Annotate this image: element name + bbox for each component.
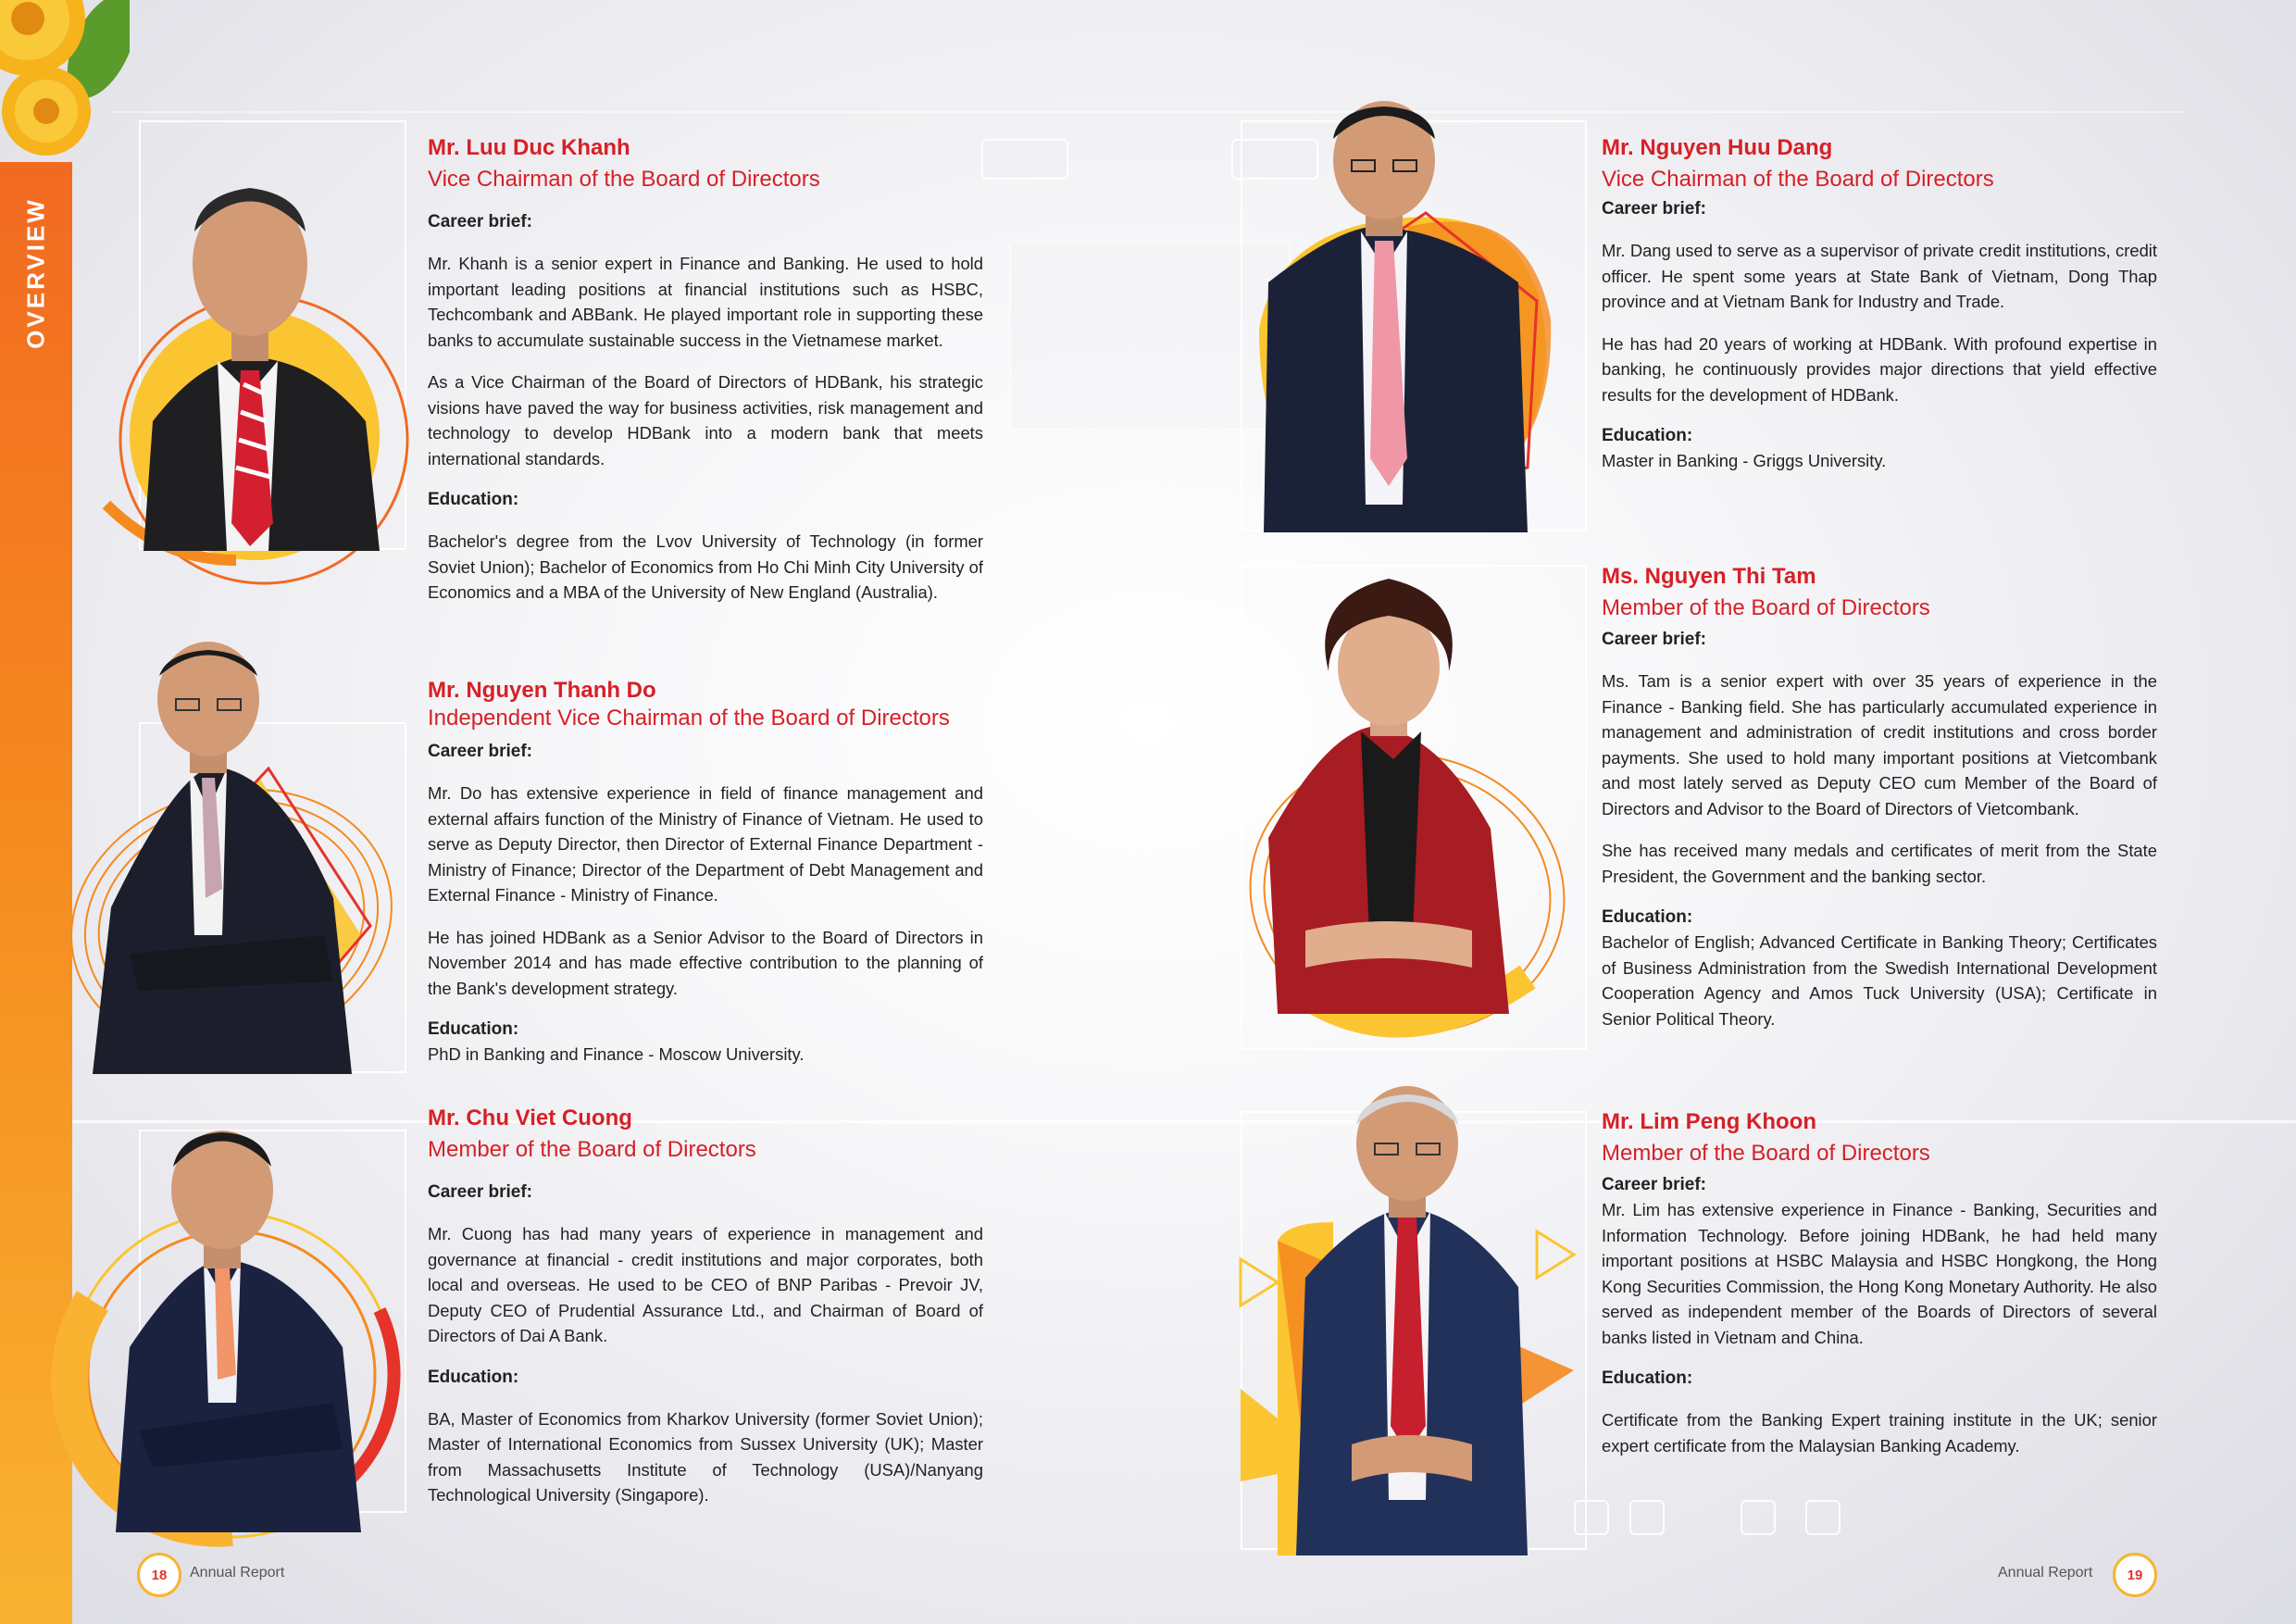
- career-heading: Career brief:: [1602, 630, 1706, 649]
- footer-label: Annual Report: [190, 1565, 285, 1580]
- portrait-luu-duc-khanh: [88, 116, 412, 551]
- member-role: Vice Chairman of the Board of Directors: [428, 167, 820, 192]
- member-bio: [428, 1105, 983, 1508]
- education-heading: Education:: [1602, 426, 1693, 445]
- section-label: OVERVIEW: [21, 197, 50, 349]
- background-tile: [1741, 1500, 1776, 1535]
- career-paragraph: Mr. Cuong has had many years of experience in management and governance at financial - credit institutions and major corporates, both local and overseas. He used to be CEO of BNP Paribas - Prevoir JV, Deputy CEO of Prudential Assurance Ltd., and Chairman of Board of Directors of Dai A Bank.: [428, 1224, 983, 1345]
- portrait-nguyen-thanh-do: [56, 657, 407, 1074]
- member-bio: [1602, 134, 2157, 474]
- education-text: Bachelor of English; Advanced Certificate in Banking Theory; Certificates of Business Administration from the Swedish International Development Cooperation Agency and Amos Tuck University (USA); Certificate in Senior Political Theory.: [1602, 932, 2157, 1029]
- career-paragraph: He has joined HDBank as a Senior Advisor to the Board of Directors in November 2014 and has made effective contribution to the planning of the Bank's development strategy.: [428, 927, 983, 998]
- member-name: Mr. Lim Peng Khoon: [1602, 1109, 1816, 1134]
- career-heading: Career brief:: [428, 742, 532, 761]
- member-role: Member of the Board of Directors: [1602, 1141, 1930, 1166]
- career-paragraph: Mr. Khanh is a senior expert in Finance and Banking. He used to hold important leading positions at financial institutions such as HSBC, Techcombank and ABBank. He played important role in supporting these banks to accumulate sustainable success in the Vietnamese market.: [428, 254, 983, 350]
- career-paragraph: Mr. Lim has extensive experience in Finance - Banking, Securities and Information Technology. Before joining HDBank, he had held many important positions at HSBC Malaysia and HSBC Hongkong, the Hong Kong Securities Commission, the Hong Kong Monetary Authority. He also served as independent member of the Boards of Directors of several banks listed in Vietnam and China.: [1602, 1200, 2157, 1347]
- member-role: Member of the Board of Directors: [428, 1137, 756, 1162]
- career-paragraph: Mr. Dang used to serve as a supervisor of private credit institutions, credit officer. He spent some years at State Bank of Vietnam, Dong Thap province and at Vietnam Bank for Industry and Trade.: [1602, 241, 2157, 311]
- career-heading: Career brief:: [428, 1182, 532, 1202]
- member-name: Mr. Nguyen Thanh Do: [428, 678, 656, 703]
- member-role: Independent Vice Chairman of the Board of Directors: [428, 706, 950, 731]
- education-heading: Education:: [1602, 907, 1693, 927]
- footer-label: Annual Report: [1998, 1565, 2093, 1580]
- background-tile: [1629, 1500, 1665, 1535]
- member-role: Vice Chairman of the Board of Directors: [1602, 167, 1994, 192]
- member-bio: [1602, 1108, 2157, 1458]
- education-heading: Education:: [428, 1019, 519, 1039]
- portrait-chu-viet-cuong: [65, 1097, 417, 1532]
- member-name: Mr. Nguyen Huu Dang: [1602, 135, 1833, 160]
- education-text: Bachelor's degree from the Lvov University of Technology (in former Soviet Union); Bachelor of Economics from Ho Chi Minh City University of Economics and a MBA of the University of New England (Australia).: [428, 531, 983, 602]
- education-heading: Education:: [428, 490, 519, 509]
- career-heading: Career brief:: [428, 212, 532, 231]
- portrait-nguyen-thi-tam: [1222, 560, 1574, 1051]
- member-bio: [428, 677, 983, 1068]
- background-tile: [981, 139, 1068, 180]
- career-paragraph: He has had 20 years of working at HDBank. With profound expertise in banking, he continuously provides major directions that yield effective results for the development of HDBank.: [1602, 333, 2157, 405]
- page-number-badge: 19: [2113, 1553, 2157, 1597]
- education-text: Master in Banking - Griggs University.: [1602, 451, 1887, 470]
- member-name: Mr. Chu Viet Cuong: [428, 1106, 632, 1131]
- career-paragraph: Ms. Tam is a senior expert with over 35 years of experience in the Finance - Banking field. She has particularly accumulated experience in management and administration of credit institutions and cross border payments. She used to hold many important positions at Vietcombank and most lately served as Deputy CEO cum Member of the Board of Directors and Advisor to the Board of Directors of Vietcombank.: [1602, 671, 2157, 818]
- member-role: Member of the Board of Directors: [1602, 595, 1930, 620]
- member-bio: [1602, 563, 2157, 1031]
- portrait-nguyen-huu-dang: [1222, 116, 1574, 532]
- education-text: PhD in Banking and Finance - Moscow University.: [428, 1044, 805, 1064]
- page-number-badge: 18: [137, 1553, 181, 1597]
- education-heading: Education:: [1602, 1368, 1693, 1388]
- member-bio: [428, 134, 983, 606]
- career-paragraph: She has received many medals and certificates of merit from the State President, the Government and the banking sector.: [1602, 841, 2157, 886]
- member-name: Ms. Nguyen Thi Tam: [1602, 564, 1816, 589]
- background-tile: [1805, 1500, 1841, 1535]
- background-line: [111, 111, 2185, 113]
- member-name: Mr. Luu Duc Khanh: [428, 135, 630, 160]
- education-heading: Education:: [428, 1367, 519, 1387]
- career-paragraph: Mr. Do has extensive experience in field of finance management and external affairs function of the Ministry of Finance of Vietnam. He used to serve as Deputy Director, then Director of External Finance Department - Ministry of Finance; Director of the Department of Debt Management and External Finance - Ministry of Finance.: [428, 783, 983, 905]
- career-heading: Career brief:: [1602, 1175, 1706, 1194]
- education-text: BA, Master of Economics from Kharkov University (former Soviet Union); Master of International Economics from Sussex University (UK); Master from Massachusetts Institute of Technology (USA)/Nanyang Technological University (Singapore).: [428, 1408, 983, 1505]
- education-text: Certificate from the Banking Expert training institute in the UK; senior expert certificate from the Malaysian Banking Academy.: [1602, 1410, 2157, 1455]
- career-paragraph: As a Vice Chairman of the Board of Directors of HDBank, his strategic visions have paved the way for business activities, risk management and technology to develop HDBank into a modern bank that meets international standards.: [428, 372, 983, 468]
- portrait-lim-peng-khoon: [1222, 1093, 1592, 1555]
- career-heading: Career brief:: [1602, 199, 1706, 219]
